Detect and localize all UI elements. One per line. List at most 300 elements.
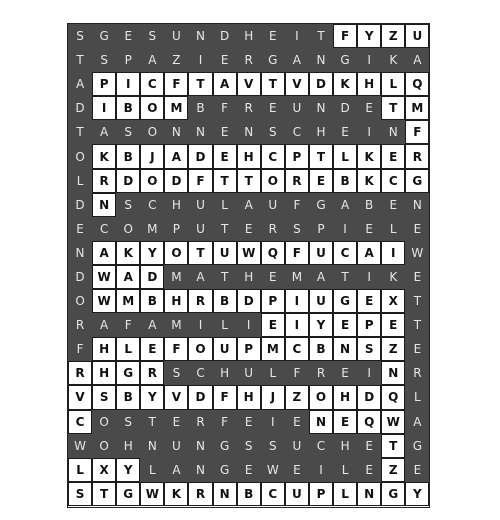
grid-cell[interactable]: H	[116, 434, 140, 458]
grid-cell[interactable]: S	[357, 337, 381, 361]
grid-cell[interactable]: D	[140, 265, 164, 289]
grid-cell[interactable]: U	[164, 24, 188, 48]
grid-cell[interactable]: P	[164, 217, 188, 241]
grid-cell[interactable]: N	[188, 434, 212, 458]
grid-cell[interactable]: G	[405, 434, 429, 458]
grid-cell[interactable]: I	[285, 24, 309, 48]
grid-cell[interactable]: N	[381, 120, 405, 144]
grid-cell[interactable]: B	[237, 482, 261, 506]
grid-cell[interactable]: N	[381, 361, 405, 385]
grid-cell[interactable]: B	[188, 96, 212, 120]
grid-cell[interactable]: E	[164, 410, 188, 434]
grid-cell[interactable]: P	[285, 144, 309, 168]
grid-cell[interactable]: B	[116, 144, 140, 168]
grid-cell[interactable]: N	[68, 241, 92, 265]
grid-cell[interactable]: F	[333, 24, 357, 48]
grid-cell[interactable]: Y	[309, 313, 333, 337]
grid-cell[interactable]: T	[333, 265, 357, 289]
grid-cell[interactable]: G	[333, 48, 357, 72]
grid-cell[interactable]: N	[213, 482, 237, 506]
grid-cell[interactable]: Q	[405, 72, 429, 96]
grid-cell[interactable]: S	[92, 385, 116, 409]
grid-cell[interactable]: I	[357, 361, 381, 385]
grid-cell[interactable]: T	[92, 482, 116, 506]
grid-cell[interactable]: F	[213, 410, 237, 434]
grid-cell[interactable]: R	[188, 289, 212, 313]
grid-cell[interactable]: M	[116, 289, 140, 313]
grid-cell[interactable]: N	[188, 24, 212, 48]
grid-cell[interactable]: Y	[140, 241, 164, 265]
grid-cell[interactable]: P	[92, 72, 116, 96]
grid-cell[interactable]: H	[357, 72, 381, 96]
grid-cell[interactable]: B	[309, 337, 333, 361]
grid-cell[interactable]: C	[140, 193, 164, 217]
grid-cell[interactable]: T	[309, 24, 333, 48]
grid-cell[interactable]: M	[164, 265, 188, 289]
grid-cell[interactable]: M	[405, 96, 429, 120]
grid-cell[interactable]: V	[237, 72, 261, 96]
grid-cell[interactable]: C	[309, 434, 333, 458]
grid-cell[interactable]: F	[405, 120, 429, 144]
grid-cell[interactable]: W	[92, 265, 116, 289]
grid-cell[interactable]: D	[116, 169, 140, 193]
grid-cell[interactable]: A	[188, 265, 212, 289]
grid-cell[interactable]: F	[213, 96, 237, 120]
grid-cell[interactable]: A	[116, 265, 140, 289]
grid-cell[interactable]: N	[309, 48, 333, 72]
grid-cell[interactable]: E	[213, 144, 237, 168]
grid-cell[interactable]: Q	[357, 410, 381, 434]
grid-cell[interactable]: S	[68, 24, 92, 48]
grid-cell[interactable]: E	[261, 96, 285, 120]
grid-cell[interactable]: R	[188, 482, 212, 506]
grid-cell[interactable]: G	[213, 458, 237, 482]
grid-cell[interactable]: M	[164, 96, 188, 120]
grid-cell[interactable]: A	[333, 193, 357, 217]
grid-cell[interactable]: A	[213, 72, 237, 96]
grid-cell[interactable]: O	[140, 96, 164, 120]
grid-cell[interactable]: T	[261, 72, 285, 96]
grid-cell[interactable]: K	[381, 265, 405, 289]
grid-cell[interactable]: G	[92, 24, 116, 48]
grid-cell[interactable]: P	[309, 217, 333, 241]
grid-cell[interactable]: M	[261, 337, 285, 361]
grid-cell[interactable]: L	[381, 217, 405, 241]
grid-cell[interactable]: W	[405, 241, 429, 265]
grid-cell[interactable]: O	[92, 434, 116, 458]
grid-cell[interactable]: U	[261, 193, 285, 217]
grid-cell[interactable]: D	[309, 72, 333, 96]
grid-cell[interactable]: C	[261, 482, 285, 506]
grid-cell[interactable]: L	[333, 458, 357, 482]
grid-cell[interactable]: N	[309, 96, 333, 120]
grid-cell[interactable]: K	[116, 241, 140, 265]
grid-cell[interactable]: E	[405, 265, 429, 289]
grid-cell[interactable]: P	[261, 289, 285, 313]
grid-cell[interactable]: C	[68, 410, 92, 434]
grid-cell[interactable]: F	[164, 337, 188, 361]
grid-cell[interactable]: L	[333, 482, 357, 506]
grid-cell[interactable]: H	[92, 337, 116, 361]
grid-cell[interactable]: G	[309, 193, 333, 217]
grid-cell[interactable]: Q	[261, 241, 285, 265]
grid-cell[interactable]: S	[140, 24, 164, 48]
grid-cell[interactable]: R	[285, 169, 309, 193]
grid-cell[interactable]: W	[381, 410, 405, 434]
grid-cell[interactable]: I	[285, 289, 309, 313]
grid-cell[interactable]: N	[188, 458, 212, 482]
grid-cell[interactable]: K	[164, 482, 188, 506]
grid-cell[interactable]: I	[381, 241, 405, 265]
grid-cell[interactable]: G	[116, 361, 140, 385]
grid-cell[interactable]: E	[309, 169, 333, 193]
grid-cell[interactable]: Y	[405, 482, 429, 506]
grid-cell[interactable]: P	[309, 482, 333, 506]
grid-cell[interactable]: Z	[381, 24, 405, 48]
grid-cell[interactable]: E	[357, 217, 381, 241]
grid-cell[interactable]: E	[357, 289, 381, 313]
grid-cell[interactable]: E	[357, 434, 381, 458]
grid-cell[interactable]: N	[237, 120, 261, 144]
grid-cell[interactable]: A	[405, 48, 429, 72]
grid-cell[interactable]: A	[68, 72, 92, 96]
grid-cell[interactable]: D	[188, 144, 212, 168]
grid-cell[interactable]: R	[68, 313, 92, 337]
grid-cell[interactable]: A	[309, 265, 333, 289]
grid-cell[interactable]: E	[116, 24, 140, 48]
grid-cell[interactable]: E	[333, 120, 357, 144]
grid-cell[interactable]: M	[164, 313, 188, 337]
grid-cell[interactable]: U	[213, 241, 237, 265]
grid-cell[interactable]: I	[285, 313, 309, 337]
grid-cell[interactable]: Q	[381, 385, 405, 409]
grid-cell[interactable]: L	[68, 458, 92, 482]
grid-cell[interactable]: S	[116, 193, 140, 217]
grid-cell[interactable]: E	[213, 48, 237, 72]
grid-cell[interactable]: W	[68, 434, 92, 458]
grid-cell[interactable]: D	[68, 96, 92, 120]
grid-cell[interactable]: T	[405, 313, 429, 337]
grid-cell[interactable]: S	[68, 482, 92, 506]
grid-cell[interactable]: B	[333, 169, 357, 193]
grid-cell[interactable]: E	[381, 313, 405, 337]
grid-cell[interactable]: L	[381, 72, 405, 96]
grid-cell[interactable]: C	[285, 120, 309, 144]
grid-cell[interactable]: O	[140, 120, 164, 144]
grid-cell[interactable]: C	[140, 72, 164, 96]
grid-cell[interactable]: V	[68, 385, 92, 409]
grid-cell[interactable]: F	[188, 169, 212, 193]
grid-cell[interactable]: G	[381, 482, 405, 506]
grid-cell[interactable]: I	[188, 48, 212, 72]
grid-cell[interactable]: T	[188, 72, 212, 96]
grid-cell[interactable]: E	[405, 458, 429, 482]
grid-cell[interactable]: G	[333, 289, 357, 313]
grid-cell[interactable]: Y	[116, 458, 140, 482]
grid-cell[interactable]: U	[285, 482, 309, 506]
grid-cell[interactable]: H	[309, 120, 333, 144]
grid-cell[interactable]: I	[92, 96, 116, 120]
grid-cell[interactable]: O	[92, 410, 116, 434]
grid-cell[interactable]: R	[309, 361, 333, 385]
grid-cell[interactable]: L	[68, 169, 92, 193]
grid-cell[interactable]: H	[237, 144, 261, 168]
grid-cell[interactable]: N	[357, 482, 381, 506]
grid-cell[interactable]: T	[213, 265, 237, 289]
grid-cell[interactable]: T	[213, 169, 237, 193]
grid-cell[interactable]: I	[357, 120, 381, 144]
grid-cell[interactable]: X	[381, 289, 405, 313]
grid-cell[interactable]: D	[357, 385, 381, 409]
grid-cell[interactable]: G	[116, 482, 140, 506]
grid-cell[interactable]: R	[237, 96, 261, 120]
grid-cell[interactable]: I	[309, 458, 333, 482]
grid-cell[interactable]: Y	[357, 24, 381, 48]
grid-cell[interactable]: E	[68, 217, 92, 241]
grid-cell[interactable]: D	[164, 169, 188, 193]
grid-cell[interactable]: R	[92, 169, 116, 193]
grid-cell[interactable]: O	[261, 169, 285, 193]
grid-cell[interactable]: W	[140, 482, 164, 506]
grid-cell[interactable]: E	[285, 410, 309, 434]
grid-cell[interactable]: A	[405, 410, 429, 434]
grid-cell[interactable]: H	[333, 385, 357, 409]
grid-cell[interactable]: Z	[164, 48, 188, 72]
grid-cell[interactable]: H	[237, 385, 261, 409]
grid-cell[interactable]: K	[92, 144, 116, 168]
grid-cell[interactable]: O	[164, 241, 188, 265]
grid-cell[interactable]: U	[285, 96, 309, 120]
grid-cell[interactable]: O	[68, 144, 92, 168]
grid-cell[interactable]: D	[333, 96, 357, 120]
grid-cell[interactable]: C	[381, 169, 405, 193]
grid-cell[interactable]: T	[140, 410, 164, 434]
grid-cell[interactable]: T	[381, 96, 405, 120]
grid-cell[interactable]: L	[333, 144, 357, 168]
grid-cell[interactable]: R	[237, 48, 261, 72]
grid-cell[interactable]: S	[116, 120, 140, 144]
grid-cell[interactable]: I	[357, 265, 381, 289]
grid-cell[interactable]: K	[381, 48, 405, 72]
grid-cell[interactable]: B	[116, 96, 140, 120]
grid-cell[interactable]: I	[116, 72, 140, 96]
grid-cell[interactable]: L	[405, 385, 429, 409]
grid-cell[interactable]: A	[285, 48, 309, 72]
grid-cell[interactable]: E	[381, 144, 405, 168]
grid-cell[interactable]: E	[140, 337, 164, 361]
grid-cell[interactable]: A	[164, 458, 188, 482]
grid-cell[interactable]: E	[261, 265, 285, 289]
grid-cell[interactable]: S	[237, 434, 261, 458]
grid-cell[interactable]: O	[140, 169, 164, 193]
grid-cell[interactable]: A	[357, 241, 381, 265]
grid-cell[interactable]: U	[164, 434, 188, 458]
grid-cell[interactable]: F	[68, 337, 92, 361]
grid-cell[interactable]: N	[333, 337, 357, 361]
grid-cell[interactable]: S	[261, 434, 285, 458]
grid-cell[interactable]: E	[285, 458, 309, 482]
grid-cell[interactable]: I	[237, 313, 261, 337]
grid-cell[interactable]: D	[237, 289, 261, 313]
grid-cell[interactable]: U	[237, 361, 261, 385]
grid-cell[interactable]: Z	[381, 337, 405, 361]
grid-cell[interactable]: S	[164, 361, 188, 385]
grid-cell[interactable]: D	[188, 385, 212, 409]
grid-cell[interactable]: D	[68, 193, 92, 217]
grid-cell[interactable]: Y	[140, 385, 164, 409]
grid-cell[interactable]: F	[285, 193, 309, 217]
grid-cell[interactable]: S	[285, 217, 309, 241]
grid-cell[interactable]: E	[333, 361, 357, 385]
grid-cell[interactable]: I	[261, 410, 285, 434]
grid-cell[interactable]: K	[357, 144, 381, 168]
grid-cell[interactable]: I	[188, 313, 212, 337]
grid-cell[interactable]: T	[237, 169, 261, 193]
grid-cell[interactable]: S	[92, 48, 116, 72]
grid-cell[interactable]: F	[164, 72, 188, 96]
grid-cell[interactable]: V	[285, 72, 309, 96]
grid-cell[interactable]: U	[405, 24, 429, 48]
grid-cell[interactable]: N	[309, 410, 333, 434]
grid-cell[interactable]: E	[237, 458, 261, 482]
grid-cell[interactable]: W	[261, 458, 285, 482]
grid-cell[interactable]: R	[188, 410, 212, 434]
grid-cell[interactable]: K	[357, 169, 381, 193]
grid-cell[interactable]: I	[357, 48, 381, 72]
grid-cell[interactable]: C	[261, 144, 285, 168]
grid-cell[interactable]: H	[213, 361, 237, 385]
grid-cell[interactable]: E	[213, 120, 237, 144]
grid-cell[interactable]: H	[164, 193, 188, 217]
grid-cell[interactable]: T	[68, 48, 92, 72]
grid-cell[interactable]: T	[213, 217, 237, 241]
grid-cell[interactable]: T	[381, 434, 405, 458]
grid-cell[interactable]: D	[68, 265, 92, 289]
grid-cell[interactable]: W	[237, 241, 261, 265]
grid-cell[interactable]: H	[237, 24, 261, 48]
grid-cell[interactable]: F	[285, 241, 309, 265]
grid-cell[interactable]: E	[405, 337, 429, 361]
grid-cell[interactable]: L	[213, 193, 237, 217]
grid-cell[interactable]: N	[188, 120, 212, 144]
grid-cell[interactable]: M	[140, 217, 164, 241]
grid-cell[interactable]: U	[188, 193, 212, 217]
grid-cell[interactable]: J	[261, 385, 285, 409]
grid-cell[interactable]: F	[285, 361, 309, 385]
grid-cell[interactable]: U	[285, 434, 309, 458]
grid-cell[interactable]: O	[68, 289, 92, 313]
grid-cell[interactable]: F	[116, 313, 140, 337]
grid-cell[interactable]: U	[309, 241, 333, 265]
grid-cell[interactable]: W	[92, 289, 116, 313]
grid-cell[interactable]: R	[405, 361, 429, 385]
grid-cell[interactable]: F	[213, 385, 237, 409]
grid-cell[interactable]: D	[213, 24, 237, 48]
grid-cell[interactable]: O	[116, 217, 140, 241]
grid-cell[interactable]: A	[237, 193, 261, 217]
grid-cell[interactable]: H	[237, 265, 261, 289]
grid-cell[interactable]: N	[92, 193, 116, 217]
grid-cell[interactable]: C	[92, 217, 116, 241]
grid-cell[interactable]: R	[68, 361, 92, 385]
grid-cell[interactable]: P	[237, 337, 261, 361]
grid-cell[interactable]: H	[333, 434, 357, 458]
grid-cell[interactable]: N	[164, 120, 188, 144]
grid-cell[interactable]: E	[381, 193, 405, 217]
grid-cell[interactable]: S	[261, 120, 285, 144]
grid-cell[interactable]: S	[116, 410, 140, 434]
grid-cell[interactable]: T	[309, 144, 333, 168]
grid-cell[interactable]: T	[188, 241, 212, 265]
grid-cell[interactable]: Z	[381, 458, 405, 482]
grid-cell[interactable]: C	[188, 361, 212, 385]
grid-cell[interactable]: U	[188, 217, 212, 241]
grid-cell[interactable]: A	[92, 120, 116, 144]
grid-cell[interactable]: A	[92, 313, 116, 337]
grid-cell[interactable]: E	[237, 217, 261, 241]
grid-cell[interactable]: X	[92, 458, 116, 482]
grid-cell[interactable]: C	[285, 337, 309, 361]
grid-cell[interactable]: J	[140, 144, 164, 168]
grid-cell[interactable]: L	[213, 313, 237, 337]
grid-cell[interactable]: L	[261, 361, 285, 385]
grid-cell[interactable]: U	[309, 289, 333, 313]
grid-cell[interactable]: E	[261, 313, 285, 337]
grid-cell[interactable]: E	[405, 217, 429, 241]
grid-cell[interactable]: N	[140, 434, 164, 458]
grid-cell[interactable]: M	[285, 265, 309, 289]
grid-cell[interactable]: G	[405, 169, 429, 193]
grid-cell[interactable]: O	[309, 385, 333, 409]
grid-cell[interactable]: I	[333, 217, 357, 241]
grid-cell[interactable]: T	[405, 289, 429, 313]
grid-cell[interactable]: E	[357, 96, 381, 120]
grid-cell[interactable]: H	[164, 289, 188, 313]
grid-cell[interactable]: G	[213, 434, 237, 458]
grid-cell[interactable]: A	[140, 48, 164, 72]
grid-cell[interactable]: H	[92, 361, 116, 385]
grid-cell[interactable]: E	[357, 458, 381, 482]
grid-cell[interactable]: K	[333, 72, 357, 96]
grid-cell[interactable]: R	[261, 217, 285, 241]
grid-cell[interactable]: Z	[285, 385, 309, 409]
grid-cell[interactable]: C	[333, 241, 357, 265]
grid-cell[interactable]: A	[164, 144, 188, 168]
grid-cell[interactable]: L	[116, 337, 140, 361]
grid-cell[interactable]: E	[333, 313, 357, 337]
grid-cell[interactable]: P	[357, 313, 381, 337]
grid-cell[interactable]: E	[261, 24, 285, 48]
grid-cell[interactable]: A	[92, 241, 116, 265]
grid-cell[interactable]: L	[140, 458, 164, 482]
grid-cell[interactable]: P	[116, 48, 140, 72]
grid-cell[interactable]: V	[164, 385, 188, 409]
grid-cell[interactable]: N	[405, 193, 429, 217]
grid-cell[interactable]: R	[405, 144, 429, 168]
grid-cell[interactable]: B	[213, 289, 237, 313]
grid-cell[interactable]: E	[333, 410, 357, 434]
grid-cell[interactable]: U	[213, 337, 237, 361]
grid-cell[interactable]: E	[237, 410, 261, 434]
grid-cell[interactable]: A	[140, 313, 164, 337]
grid-cell[interactable]: B	[116, 385, 140, 409]
grid-cell[interactable]: B	[357, 193, 381, 217]
grid-cell[interactable]: R	[140, 361, 164, 385]
grid-cell[interactable]: B	[140, 289, 164, 313]
grid-cell[interactable]: O	[188, 337, 212, 361]
grid-cell[interactable]: G	[261, 48, 285, 72]
grid-cell[interactable]: T	[68, 120, 92, 144]
